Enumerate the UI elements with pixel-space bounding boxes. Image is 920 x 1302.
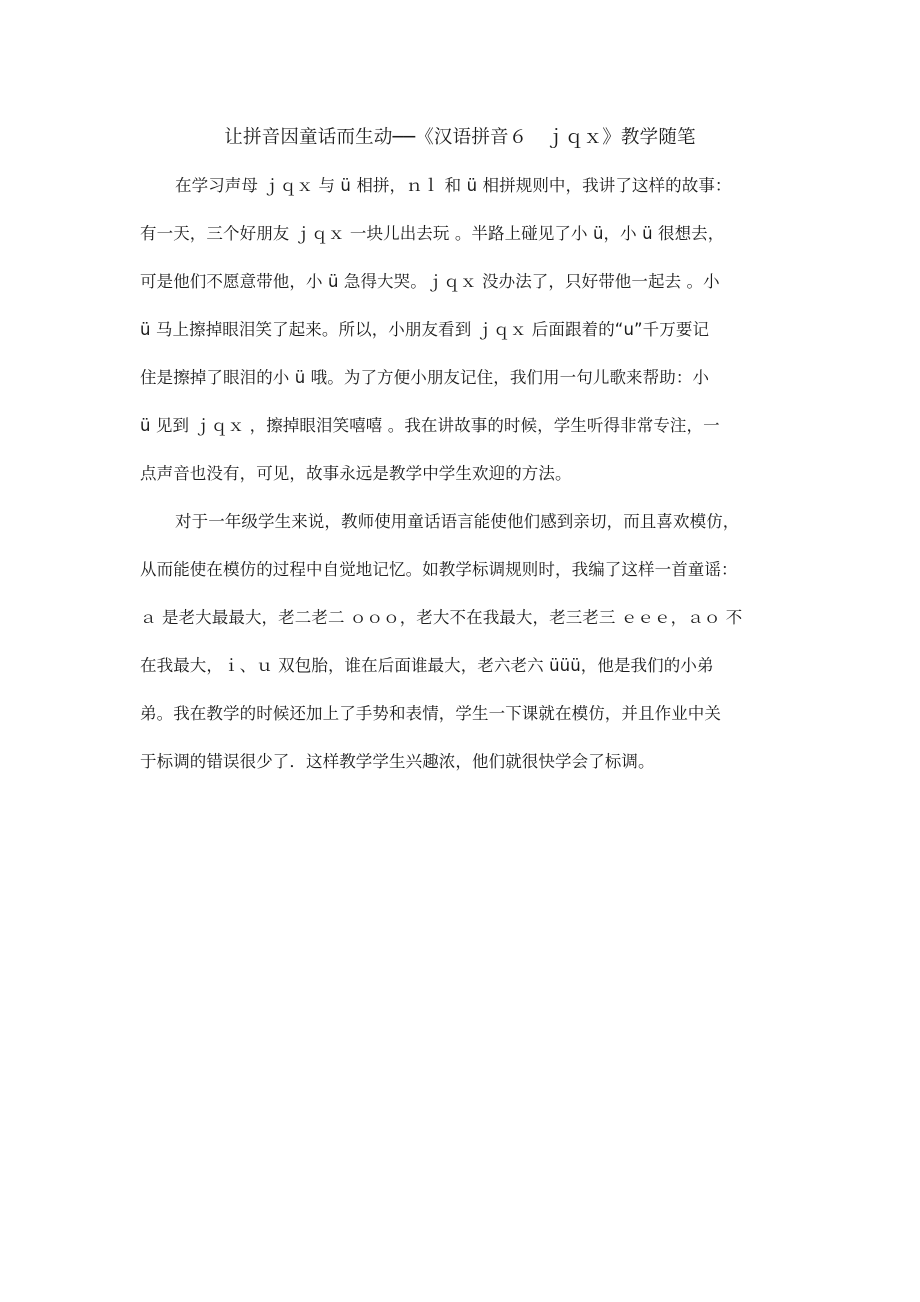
text-line: ａ 是老大最最大，老二老二 ｏｏｏ，老大不在我最大，老三老三 ｅｅｅ，ａｏ 不 <box>140 608 743 627</box>
text-line: 住是擦掉了眼泪的小 ü 哦。为了方便小朋友记住，我们用一句儿歌来帮助：小 <box>140 368 710 387</box>
text-line: 弟。我在教学的时候还加上了手势和表情，学生一下课就在模仿，并且作业中关 <box>140 704 721 723</box>
text-line: 对于一年级学生来说，教师使用童话语言能使他们感到亲切，而且喜欢模仿， <box>175 512 740 531</box>
text-line: 从而能使在模仿的过程中自觉地记忆。如教学标调规则时，我编了这样一首童谣： <box>140 560 738 579</box>
text-line: 点声音也没有，可见，故事永远是教学中学生欢迎的方法。 <box>140 464 572 483</box>
text-line: ü 马上擦掉眼泪笑了起来。所以，小朋友看到 ｊｑｘ 后面跟着的“u”千万要记 <box>140 320 710 339</box>
text-line: 在学习声母 ｊｑｘ 与 ü 相拼，ｎｌ 和 ü 相拼规则中，我讲了这样的故事： <box>175 176 732 195</box>
text-line: 于标调的错误很少了．这样教学学生兴趣浓，他们就很快学会了标调。 <box>140 752 655 771</box>
document-title: 让拼音因童话而生动──《汉语拼音６ ｊｑｘ》教学随笔 <box>224 127 696 148</box>
text-line: 可是他们不愿意带他，小 ü 急得大哭。ｊｑｘ 没办法了，只好带他一起去 。小 <box>140 272 720 291</box>
text-line: 在我最大，ｉ、ｕ 双包胎，谁在后面谁最大，老六老六 üüü，他是我们的小弟 <box>140 656 714 675</box>
text-line: 有一天，三个好朋友 ｊｑｘ 一块儿出去玩 。半路上碰见了小 ü，小 ü 很想去， <box>140 224 725 243</box>
text-line: ü 见到 ｊｑｘ ，擦掉眼泪笑嘻嘻 。我在讲故事的时候，学生听得非常专注，一 <box>140 416 720 435</box>
